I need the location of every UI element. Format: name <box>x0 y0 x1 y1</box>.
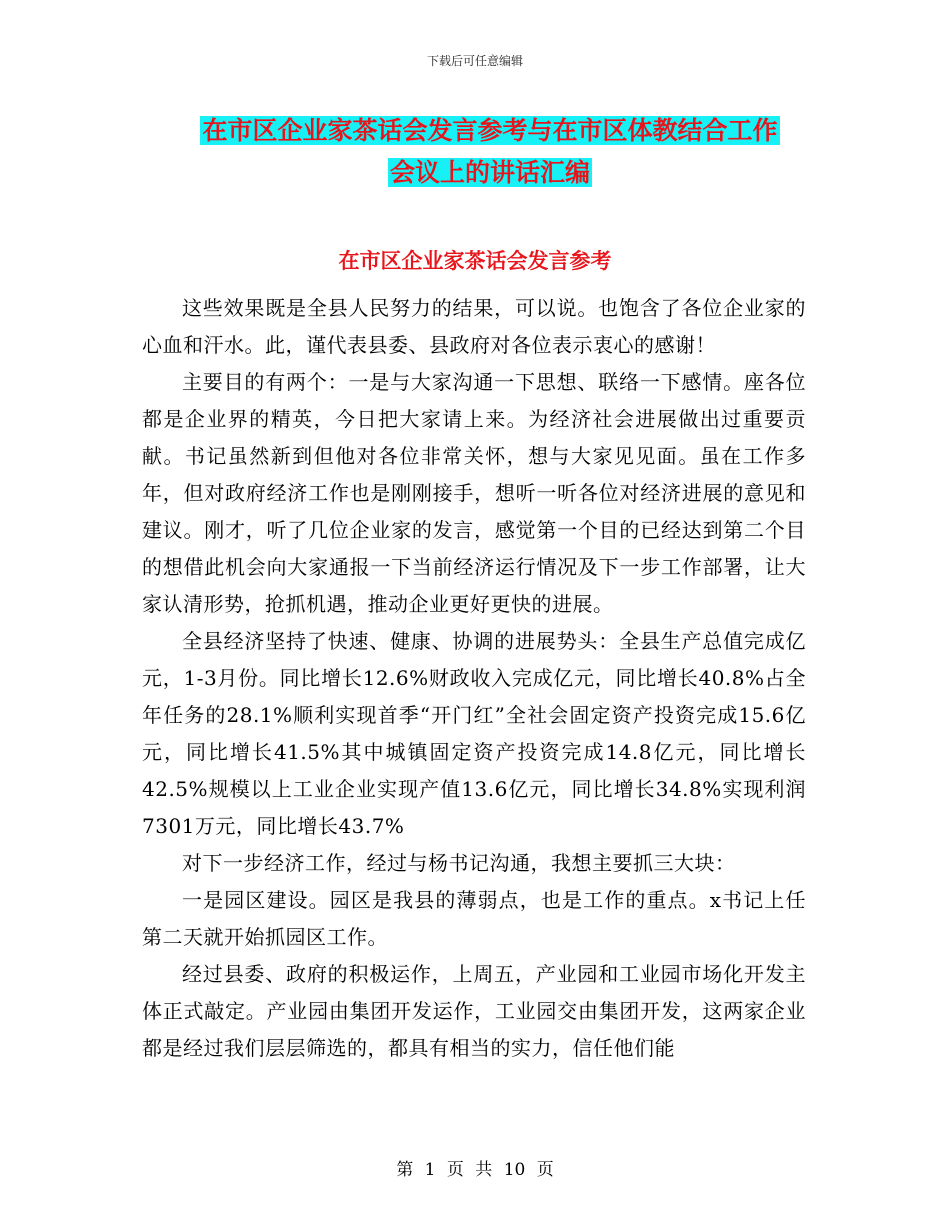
document-title <box>140 110 840 194</box>
paragraph: 对下一步经济工作，经过与杨书记沟通，我想主要抓三大块： <box>182 851 736 875</box>
paragraph: 全县经济坚持了快速、健康、协调的进展势头：全县生产总值完成亿元，1-3月份。同比增长12.6%财政收入完成亿元，同比增长40.8%占全年任务的28.1%顺利实现首季“开门红”全社会固定资产投资完成15.6亿元，同比增长41.5%其中城镇固定资产投资完成14.8亿元，同比增长42.5%规模以上工业企业实现产值13.6亿元，同比增长34.8%实现利润7301万元，同比增长43.7% <box>142 629 806 838</box>
paragraph: 这些效果既是全县人民努力的结果，可以说。也饱含了各位企业家的心血和汗水。此，谨代表县委、县政府对各位表示衷心的感谢！ <box>142 296 806 357</box>
document-title-line-2: 会议上的讲话汇编 <box>389 158 590 187</box>
header-note: 下载后可任意编辑 <box>426 54 523 68</box>
paragraph: 一是园区建设。园区是我县的薄弱点，也是工作的重点。x书记上任第二天就开始抓园区工作。 <box>142 888 806 949</box>
document-title-line-1: 在市区企业家茶话会发言参考与在市区体教结合工作 <box>202 116 778 145</box>
document-body <box>142 290 806 1067</box>
section-title: 在市区企业家茶话会发言参考 <box>338 248 612 273</box>
page-number-footer: 第 1 页 共 10 页 <box>396 1160 554 1180</box>
paragraph: 主要目的有两个：一是与大家沟通一下思想、联络一下感情。座各位都是企业界的精英，今日把大家请上来。为经济社会进展做出过重要贡献。书记虽然新到但他对各位非常关怀，想与大家见见面。虽在工作多年，但对政府经济工作也是刚刚接手，想听一听各位对经济进展的意见和建议。刚才，听了几位企业家的发言，感觉第一个目的已经达到第二个目的想借此机会向大家通报一下当前经济运行情况及下一步工作部署，让大家认清形势，抢抓机遇，推动企业更好更快的进展。 <box>142 370 806 616</box>
paragraph: 经过县委、政府的积极运作，上周五，产业园和工业园市场化开发主体正式敲定。产业园由集团开发运作，工业园交由集团开发，这两家企业都是经过我们层层筛选的，都具有相当的实力，信任他们能 <box>142 962 806 1060</box>
